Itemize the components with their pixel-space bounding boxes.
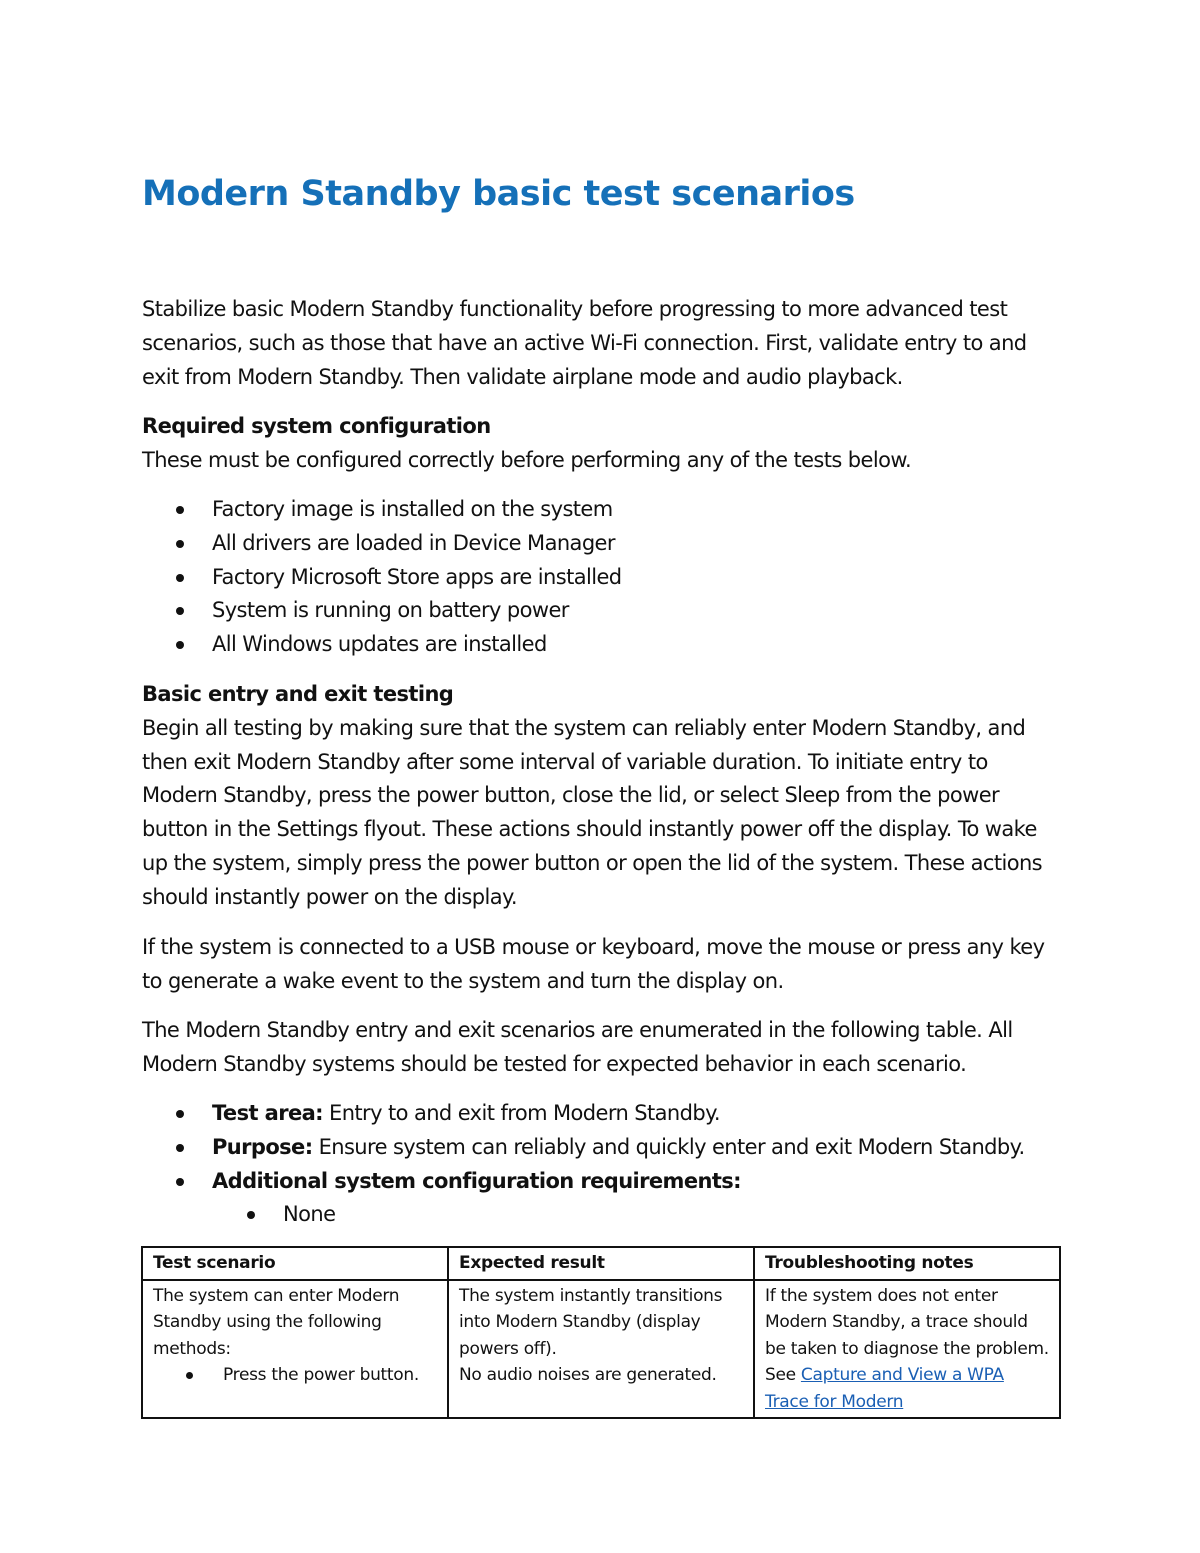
test-scenario-table — [141, 1246, 1061, 1419]
table-row — [142, 1280, 1060, 1419]
required-config-section — [142, 410, 1062, 478]
list-item: System is running on battery power — [142, 594, 622, 628]
bullet-icon — [176, 641, 184, 649]
required-config-list — [142, 493, 622, 662]
table-cell-notes: If the system does not enter Modern Standby, a trace should be taken to diagnose the problem. See Capture and View a WPA Trace for Modern — [754, 1280, 1060, 1419]
table-header-cell: Test scenario — [142, 1247, 448, 1280]
table-header-row — [142, 1247, 1060, 1280]
basic-testing-paragraph-1: Begin all testing by making sure that the system can reliably enter Modern Standby, and then exit Modern Standby after some interval of variable duration. To initiate entry to Modern Standby, press the power button, close the lid, or select Sleep from the power button in the Settings flyout. These actions should instantly power off the display. To wake up the system, simply press the power button or open the lid of the system. These actions should instantly power on the display. — [142, 715, 1043, 909]
list-item: Test area: Entry to and exit from Modern Standby. — [142, 1097, 1025, 1131]
table-header-cell: Expected result — [448, 1247, 754, 1280]
required-config-heading: Required system configuration — [142, 414, 491, 438]
bullet-icon — [186, 1372, 193, 1379]
bullet-icon — [176, 1178, 184, 1186]
basic-testing-paragraph-2: If the system is connected to a USB mouse or keyboard, move the mouse or press any key to generate a wake event to the system and turn the display on. — [142, 935, 1045, 993]
list-item: Press the power button. — [153, 1362, 438, 1389]
wpa-trace-link[interactable]: Capture and View a WPA Trace for Modern — [765, 1365, 1004, 1412]
list-item: None — [142, 1198, 1025, 1232]
test-summary-list — [142, 1097, 1025, 1232]
page-title: Modern Standby basic test scenarios — [142, 174, 855, 214]
bullet-icon — [176, 1110, 184, 1118]
required-config-text: These must be configured correctly before performing any of the tests below. — [142, 447, 912, 472]
basic-testing-section — [142, 678, 1062, 915]
list-item: Purpose: Ensure system can reliably and quickly enter and exit Modern Standby. — [142, 1131, 1025, 1165]
bullet-icon — [176, 1144, 184, 1152]
table-cell-expected: The system instantly transitions into Modern Standby (display powers off). No audio noises are generated. — [448, 1280, 754, 1419]
bullet-icon — [176, 574, 184, 582]
basic-testing-heading: Basic entry and exit testing — [142, 682, 454, 706]
list-item: Factory Microsoft Store apps are installed — [142, 561, 622, 595]
intro-paragraph: Stabilize basic Modern Standby functionality before progressing to more advanced test scenarios, such as those that have an active Wi-Fi connection. First, validate entry to and exit from Modern Standby. Then validate airplane mode and audio playback. — [142, 297, 1027, 389]
list-item: Factory image is installed on the system — [142, 493, 622, 527]
bullet-icon — [176, 540, 184, 548]
table-header-cell: Troubleshooting notes — [754, 1247, 1060, 1280]
list-item: All Windows updates are installed — [142, 628, 622, 662]
bullet-icon — [176, 506, 184, 514]
bullet-icon — [176, 607, 184, 615]
basic-testing-paragraph-3: The Modern Standby entry and exit scenarios are enumerated in the following table. All Modern Standby systems should be tested for expected behavior in each scenario. — [142, 1018, 1013, 1076]
table-cell-scenario: The system can enter Modern Standby using the following methods: Press the power button. — [142, 1280, 448, 1419]
bullet-icon — [247, 1211, 255, 1219]
list-item: Additional system configuration requirements: — [142, 1165, 1025, 1199]
list-item: All drivers are loaded in Device Manager — [142, 527, 622, 561]
